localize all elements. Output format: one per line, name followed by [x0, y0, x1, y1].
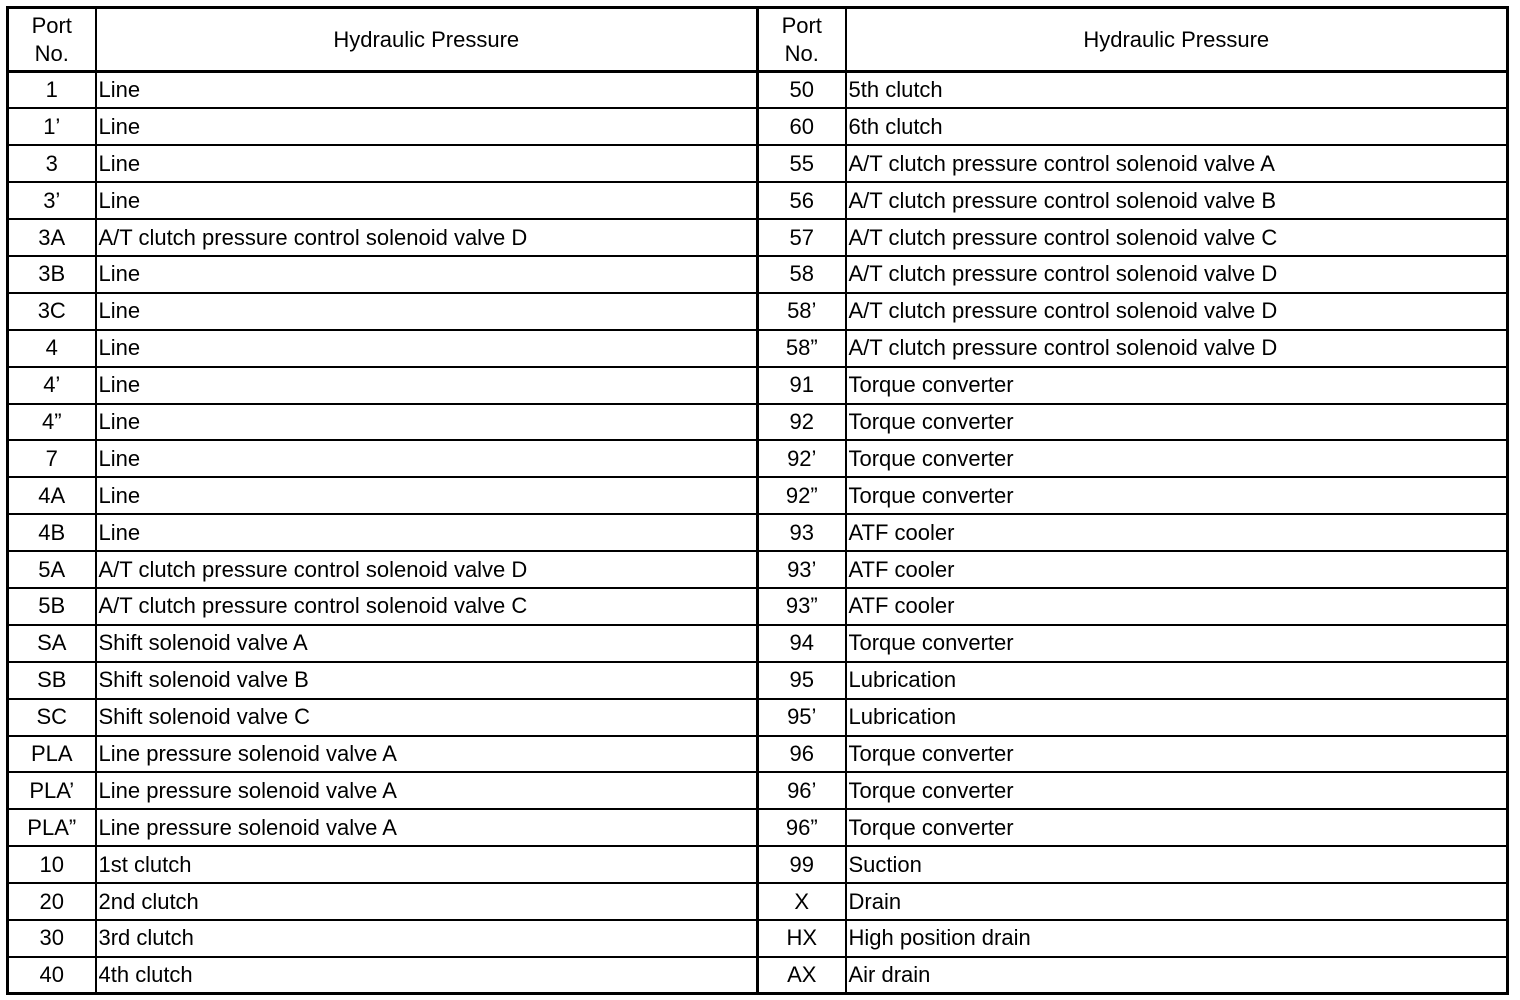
table-row [8, 293, 1508, 330]
port-no-right-cell: 95’ [758, 699, 846, 736]
hydraulic-pressure-left-cell: Line [96, 330, 758, 367]
port-no-right-cell: 96’ [758, 772, 846, 809]
hydraulic-pressure-left-cell: 3rd clutch [96, 920, 758, 957]
hydraulic-pressure-right-cell: ATF cooler [846, 551, 1508, 588]
hydraulic-pressure-left-cell: Line pressure solenoid valve A [96, 772, 758, 809]
table-row [8, 367, 1508, 404]
port-no-left-cell: 5B [8, 588, 96, 625]
hydraulic-pressure-left-cell: Line [96, 182, 758, 219]
port-no-left-cell: SB [8, 662, 96, 699]
table-row [8, 957, 1508, 994]
table-row [8, 330, 1508, 367]
port-no-right-cell: 99 [758, 846, 846, 883]
hydraulic-pressure-right-cell: Torque converter [846, 625, 1508, 662]
port-no-right-cell: AX [758, 957, 846, 994]
port-no-left-cell: 4 [8, 330, 96, 367]
hydraulic-pressure-port-table [6, 6, 1509, 995]
table-header-row [8, 8, 1508, 72]
hydraulic-pressure-left-cell: Line [96, 256, 758, 293]
port-no-left-cell: 3A [8, 219, 96, 256]
table-row [8, 551, 1508, 588]
table-row [8, 883, 1508, 920]
port-no-header-right: Port No. [758, 8, 846, 72]
port-no-right-cell: HX [758, 920, 846, 957]
hydraulic-pressure-header-right: Hydraulic Pressure [846, 8, 1508, 72]
hydraulic-pressure-right-cell: A/T clutch pressure control solenoid valve D [846, 256, 1508, 293]
port-no-right-cell: 58’ [758, 293, 846, 330]
table-row [8, 772, 1508, 809]
port-no-left-cell: PLA” [8, 809, 96, 846]
hydraulic-pressure-right-cell: ATF cooler [846, 514, 1508, 551]
hydraulic-pressure-left-cell: Line [96, 440, 758, 477]
port-no-left-cell: 3B [8, 256, 96, 293]
hydraulic-pressure-header-left: Hydraulic Pressure [96, 8, 758, 72]
table-row [8, 404, 1508, 441]
port-no-right-cell: 93 [758, 514, 846, 551]
table-row [8, 440, 1508, 477]
table-row [8, 736, 1508, 773]
port-no-left-cell: 3 [8, 145, 96, 182]
port-no-left-cell: 20 [8, 883, 96, 920]
hydraulic-pressure-left-cell: Line [96, 404, 758, 441]
port-no-header-left: Port No. [8, 8, 96, 72]
port-no-right-cell: 93’ [758, 551, 846, 588]
port-no-left-cell: 30 [8, 920, 96, 957]
hydraulic-pressure-right-cell: Torque converter [846, 440, 1508, 477]
hydraulic-pressure-right-cell: A/T clutch pressure control solenoid valve D [846, 330, 1508, 367]
hydraulic-pressure-left-cell: 4th clutch [96, 957, 758, 994]
hydraulic-pressure-left-cell: A/T clutch pressure control solenoid valve C [96, 588, 758, 625]
port-no-left-cell: 3’ [8, 182, 96, 219]
hydraulic-pressure-right-cell: Lubrication [846, 662, 1508, 699]
hydraulic-pressure-left-cell: Shift solenoid valve A [96, 625, 758, 662]
hydraulic-pressure-left-cell: A/T clutch pressure control solenoid valve D [96, 219, 758, 256]
port-no-right-cell: 50 [758, 72, 846, 109]
port-no-right-cell: 58” [758, 330, 846, 367]
table-row [8, 477, 1508, 514]
hydraulic-pressure-left-cell: Line [96, 477, 758, 514]
hydraulic-pressure-right-cell: ATF cooler [846, 588, 1508, 625]
hydraulic-pressure-right-cell: Torque converter [846, 404, 1508, 441]
port-no-right-cell: 96” [758, 809, 846, 846]
table-row [8, 514, 1508, 551]
hydraulic-pressure-right-cell: Torque converter [846, 772, 1508, 809]
table-row [8, 182, 1508, 219]
hydraulic-pressure-right-cell: Torque converter [846, 809, 1508, 846]
port-no-right-cell: X [758, 883, 846, 920]
hydraulic-pressure-left-cell: Line [96, 293, 758, 330]
table-row [8, 662, 1508, 699]
hydraulic-pressure-right-cell: A/T clutch pressure control solenoid valve C [846, 219, 1508, 256]
table-row [8, 809, 1508, 846]
port-no-right-cell: 55 [758, 145, 846, 182]
port-no-left-cell: 7 [8, 440, 96, 477]
table-row [8, 846, 1508, 883]
port-no-left-cell: 5A [8, 551, 96, 588]
hydraulic-pressure-left-cell: Line pressure solenoid valve A [96, 736, 758, 773]
port-no-left-cell: SA [8, 625, 96, 662]
hydraulic-pressure-right-cell: Drain [846, 883, 1508, 920]
hydraulic-pressure-right-cell: 5th clutch [846, 72, 1508, 109]
hydraulic-pressure-left-cell: Line [96, 367, 758, 404]
table-row [8, 699, 1508, 736]
hydraulic-pressure-right-cell: Lubrication [846, 699, 1508, 736]
port-no-right-cell: 94 [758, 625, 846, 662]
port-no-left-cell: SC [8, 699, 96, 736]
table-row [8, 219, 1508, 256]
table-row [8, 72, 1508, 109]
hydraulic-pressure-right-cell: A/T clutch pressure control solenoid valve B [846, 182, 1508, 219]
table-row [8, 625, 1508, 662]
hydraulic-pressure-left-cell: Line [96, 72, 758, 109]
port-no-left-cell: 4B [8, 514, 96, 551]
hydraulic-pressure-right-cell: Air drain [846, 957, 1508, 994]
hydraulic-pressure-left-cell: Line [96, 108, 758, 145]
hydraulic-pressure-right-cell: High position drain [846, 920, 1508, 957]
table-row [8, 920, 1508, 957]
port-no-left-cell: 1’ [8, 108, 96, 145]
port-no-right-cell: 93” [758, 588, 846, 625]
port-no-right-cell: 95 [758, 662, 846, 699]
hydraulic-pressure-left-cell: Line [96, 145, 758, 182]
table-body [8, 72, 1508, 994]
hydraulic-pressure-left-cell: 2nd clutch [96, 883, 758, 920]
port-no-right-cell: 91 [758, 367, 846, 404]
port-no-right-cell: 92” [758, 477, 846, 514]
hydraulic-pressure-right-cell: Torque converter [846, 477, 1508, 514]
hydraulic-pressure-right-cell: Torque converter [846, 367, 1508, 404]
port-no-left-cell: 3C [8, 293, 96, 330]
hydraulic-pressure-left-cell: 1st clutch [96, 846, 758, 883]
table-row [8, 256, 1508, 293]
port-no-right-cell: 56 [758, 182, 846, 219]
hydraulic-pressure-left-cell: A/T clutch pressure control solenoid valve D [96, 551, 758, 588]
table-row [8, 588, 1508, 625]
port-no-right-cell: 92 [758, 404, 846, 441]
port-no-left-cell: PLA [8, 736, 96, 773]
hydraulic-pressure-right-cell: Suction [846, 846, 1508, 883]
table-row [8, 108, 1508, 145]
port-no-left-cell: 40 [8, 957, 96, 994]
hydraulic-pressure-right-cell: 6th clutch [846, 108, 1508, 145]
table-row [8, 145, 1508, 182]
hydraulic-pressure-left-cell: Shift solenoid valve B [96, 662, 758, 699]
hydraulic-pressure-left-cell: Line pressure solenoid valve A [96, 809, 758, 846]
hydraulic-pressure-left-cell: Shift solenoid valve C [96, 699, 758, 736]
port-no-left-cell: 1 [8, 72, 96, 109]
hydraulic-pressure-right-cell: A/T clutch pressure control solenoid valve A [846, 145, 1508, 182]
port-no-right-cell: 92’ [758, 440, 846, 477]
hydraulic-pressure-left-cell: Line [96, 514, 758, 551]
port-no-right-cell: 96 [758, 736, 846, 773]
hydraulic-pressure-right-cell: A/T clutch pressure control solenoid valve D [846, 293, 1508, 330]
port-no-left-cell: 4A [8, 477, 96, 514]
port-no-right-cell: 57 [758, 219, 846, 256]
port-no-left-cell: 4” [8, 404, 96, 441]
port-no-right-cell: 60 [758, 108, 846, 145]
port-no-left-cell: 4’ [8, 367, 96, 404]
hydraulic-pressure-right-cell: Torque converter [846, 736, 1508, 773]
port-no-left-cell: 10 [8, 846, 96, 883]
port-no-left-cell: PLA’ [8, 772, 96, 809]
port-no-right-cell: 58 [758, 256, 846, 293]
